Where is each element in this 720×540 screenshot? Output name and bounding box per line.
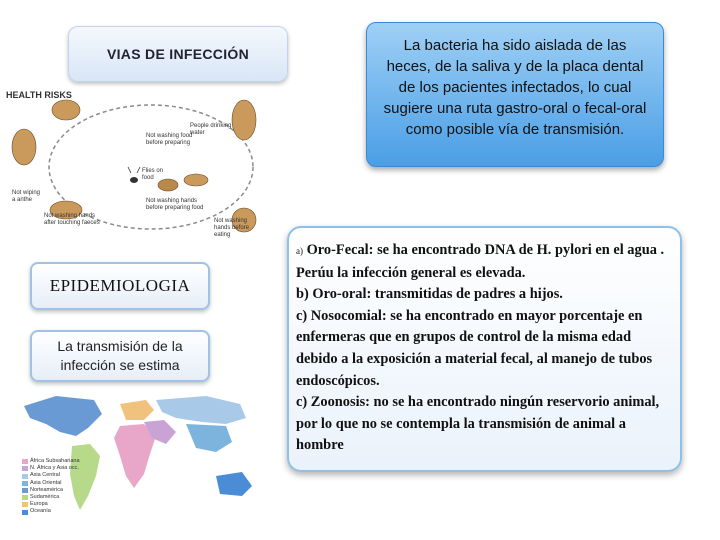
legend-swatch (22, 502, 28, 507)
map-legend (22, 458, 80, 516)
caption-not-washing-food: Not washing food before preparing (146, 133, 193, 146)
legend-swatch (22, 474, 28, 479)
epidemiologia-box (30, 262, 210, 310)
caption-hands-before-eating: Not washing hands before eating (214, 218, 250, 238)
caption-hands-before-food: Not washing hands before preparing food (146, 198, 204, 211)
legend-swatch (22, 488, 28, 493)
legend-label: Asia Central (30, 472, 60, 479)
legend-label: Sudamérica (30, 494, 60, 501)
transmision-box (30, 330, 210, 382)
route-zoonosis: c) Zoonosis: no se ha encontrado ningún reservorio animal, por lo que no se contempla la transmisión de animal a hombre (296, 394, 660, 454)
health-risks-title: HEALTH RISKS (6, 90, 72, 100)
caption-not-wiping: Not wiping a anthe (12, 190, 41, 203)
transmission-routes-box (287, 226, 682, 472)
legend-item (22, 487, 80, 494)
legend-label: Asia Oriental (30, 479, 62, 486)
legend-item (22, 508, 80, 515)
legend-swatch (22, 481, 28, 486)
route-oro-oral: b) Oro-oral: transmitidas de padres a hijos. (296, 286, 563, 303)
caption-flies-on-food: Flies on food (142, 168, 164, 181)
caption-hands-after-faeces: Not washing hands after touching faeces (44, 213, 100, 226)
legend-label: Europa (30, 501, 48, 508)
legend-item (22, 480, 80, 487)
legend-item (22, 494, 80, 501)
transmision-text: La transmisión de la infección se estima (57, 338, 183, 373)
legend-swatch (22, 466, 28, 471)
legend-label: Norteamérica (30, 486, 64, 493)
legend-item (22, 465, 80, 472)
title-vias-de-infeccion (68, 26, 288, 82)
list-marker-a: a) (296, 246, 303, 256)
route-nosocomial: c) Nosocomial: se ha encontrado en mayor porcentaje en enfermeras que en grupos de control de la misma edad debido a la exposición a material fecal, al manejo de tubos endoscópicos. (296, 307, 653, 389)
bacteria-info-box (366, 22, 664, 167)
legend-item (22, 472, 80, 479)
caption-drinking-water: People drinking water (190, 123, 232, 136)
health-risks-diagram (6, 85, 271, 245)
legend-swatch (22, 459, 28, 464)
route-oro-fecal: Oro-Fecal: se ha encontrado DNA de H. pylori en el agua . Perúu la infección general es elevada. (296, 242, 665, 281)
title-text: VIAS DE INFECCIÓN (106, 46, 249, 62)
bacteria-info-text: La bacteria ha sido aislada de las heces, de la saliva y de la placa dental de los pacientes infectados, lo cual sugiere una ruta gastro-oral o fecal-oral como posible vía de transmisión. (383, 37, 647, 138)
legend-swatch (22, 495, 28, 500)
legend-label: Oceanía (30, 508, 51, 515)
legend-item (22, 501, 80, 508)
legend-label: África Subsahariana (30, 458, 80, 464)
epidemiologia-text: EPIDEMIOLOGIA (49, 276, 191, 295)
legend-label: N. África y Asia occ. (30, 465, 79, 472)
legend-swatch (22, 510, 28, 515)
